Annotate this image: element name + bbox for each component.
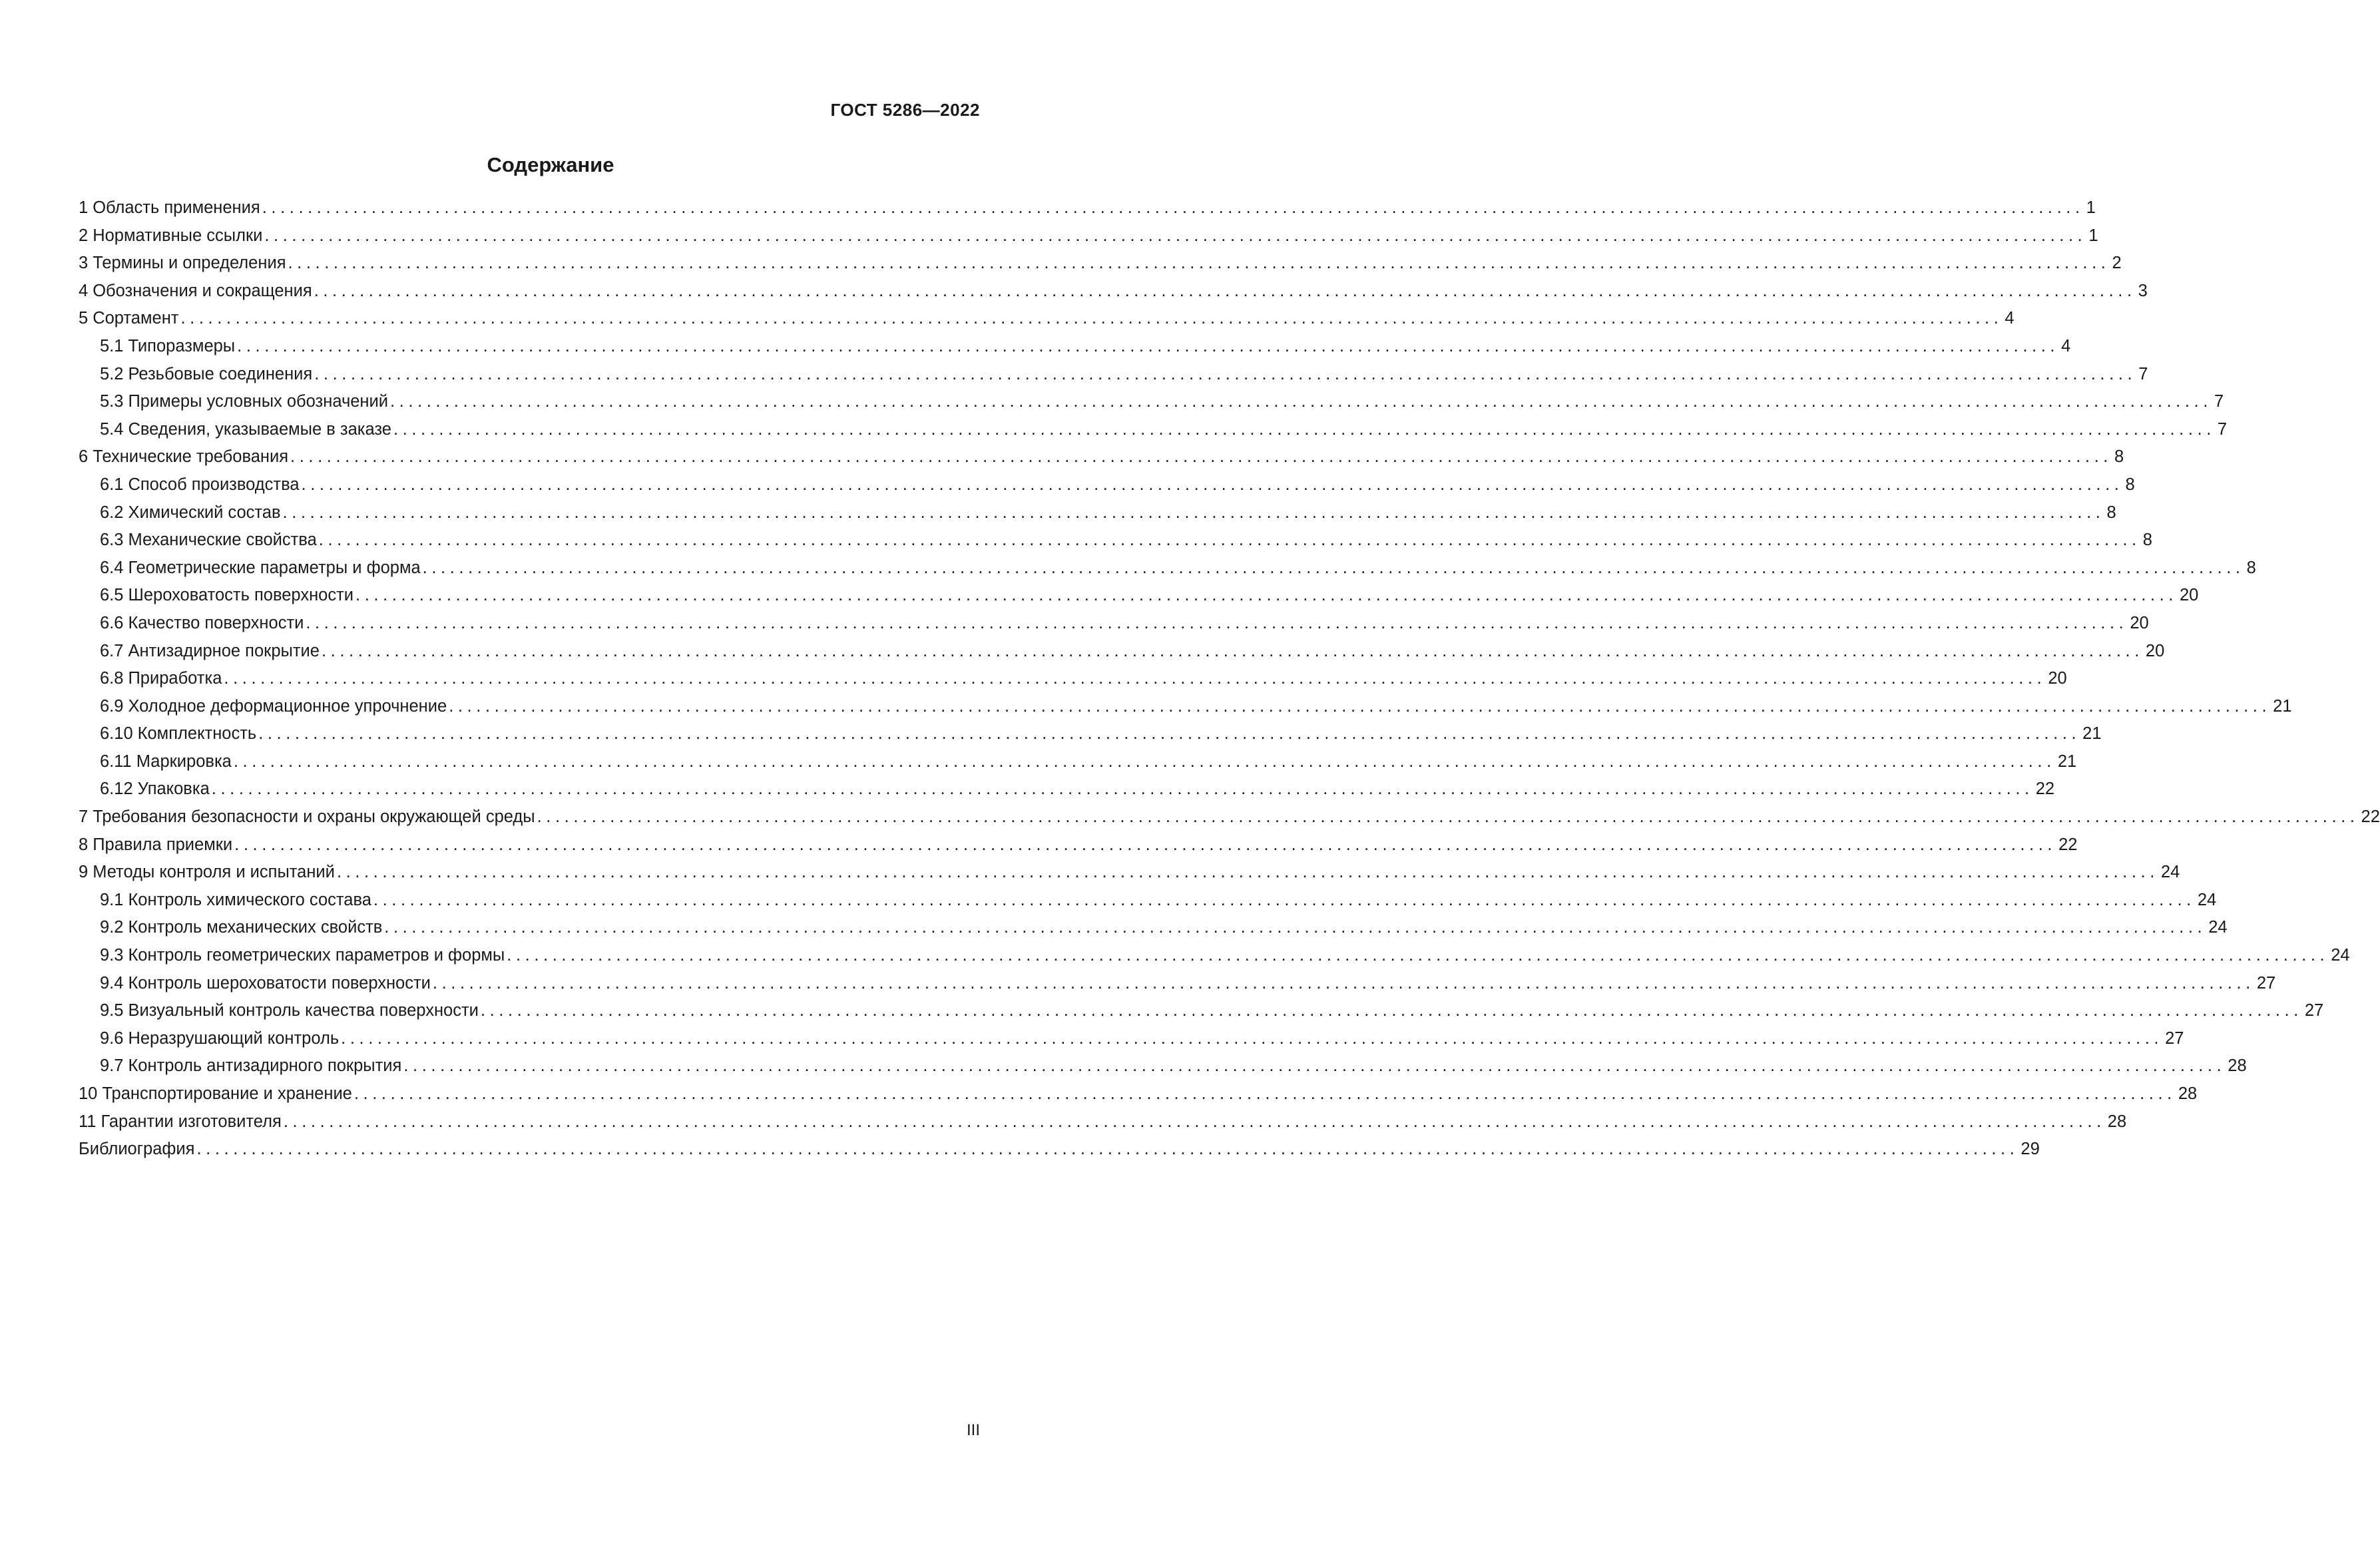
toc-entry-label: Резьбовые соединения (128, 364, 313, 383)
toc-entry-page: 24 (2208, 918, 2228, 937)
toc-entry-number: 9.3 (100, 946, 124, 965)
toc-dot-leader: ........................................................................................................................................................................................................ (403, 1056, 2226, 1076)
toc-entry[interactable] (79, 914, 2228, 942)
toc-dot-leader: ........................................................................................................................................................................................................ (449, 696, 2271, 716)
toc-entry-page: 22 (2361, 807, 2380, 827)
toc-entry-label: Механические свойства (128, 531, 317, 550)
toc-entry[interactable] (79, 776, 2055, 803)
toc-dot-leader: ........................................................................................................................................................................................................ (507, 946, 2329, 965)
toc-entry-number: 7 (79, 807, 89, 827)
toc-entry[interactable] (79, 1108, 2127, 1136)
toc-entry-number: 9 (79, 863, 89, 882)
toc-entry[interactable] (79, 305, 2015, 333)
toc-entry-page: 28 (2178, 1084, 2198, 1103)
toc-entry-page: 1 (2088, 226, 2098, 245)
toc-entry-number: 9.1 (100, 890, 124, 909)
toc-entry[interactable] (79, 333, 2071, 361)
toc-entry-label: Геометрические параметры и форма (128, 558, 421, 577)
toc-entry-label: Методы контроля и испытаний (93, 863, 335, 882)
toc-entry-label: Типоразмеры (128, 336, 236, 355)
toc-dot-leader: ........................................................................................................................................................................................................ (196, 1140, 2019, 1159)
toc-entry[interactable] (79, 970, 2276, 998)
toc-entry[interactable] (79, 361, 2148, 389)
toc-dot-leader: ........................................................................................................................................................................................................ (373, 890, 2196, 909)
toc-entry-number: 1 (79, 198, 89, 217)
toc-dot-leader: ........................................................................................................................................................................................................ (356, 586, 2178, 605)
toc-entry-label: Приработка (128, 669, 222, 688)
toc-entry[interactable] (79, 693, 2292, 721)
toc-entry-label: Нормативные ссылки (93, 226, 263, 245)
toc-entry-page: 4 (2061, 336, 2071, 355)
toc-dot-leader: ........................................................................................................................................................................................................ (389, 392, 2212, 411)
toc-entry-number: 8 (79, 835, 89, 854)
toc-dot-leader: ........................................................................................................................................................................................................ (264, 226, 2087, 245)
toc-dot-leader: ........................................................................................................................................................................................................ (290, 447, 2112, 467)
toc-entry-label: Правила приемки (93, 835, 233, 854)
toc-dot-leader: ........................................................................................................................................................................................................ (321, 641, 2144, 660)
toc-dot-leader: ........................................................................................................................................................................................................ (211, 779, 2034, 799)
toc-dot-leader: ........................................................................................................................................................................................................ (288, 254, 2110, 273)
toc-dot-leader: ........................................................................................................................................................................................................ (233, 752, 2056, 771)
toc-entry-label: Визуальный контроль качества поверхности (128, 1001, 479, 1020)
toc-dot-leader: ........................................................................................................................................................................................................ (422, 558, 2245, 577)
toc-entry[interactable] (79, 527, 2152, 555)
toc-dot-leader: ........................................................................................................................................................................................................ (258, 724, 2081, 744)
toc-entry-page: 20 (2145, 641, 2165, 660)
toc-entry-page: 7 (2214, 392, 2224, 411)
toc-dot-leader: ........................................................................................................................................................................................................ (354, 1084, 2176, 1103)
toc-entry-label: Контроль геометрических параметров и формы (128, 946, 505, 965)
toc-entry[interactable] (79, 748, 2077, 776)
toc-entry-page: 24 (2197, 890, 2217, 909)
toc-entry-page: 20 (2130, 613, 2149, 632)
toc-dot-leader: ........................................................................................................................................................................................................ (314, 364, 2137, 383)
toc-entry-label: Антизадирное покрытие (128, 641, 320, 660)
toc-entry[interactable] (79, 831, 2078, 859)
toc-dot-leader: ........................................................................................................................................................................................................ (314, 281, 2136, 300)
toc-entry-number: 9.7 (100, 1056, 124, 1076)
toc-entry[interactable] (79, 499, 2116, 527)
toc-entry-page: 24 (2160, 863, 2180, 882)
toc-entry-number: 5.1 (100, 336, 124, 355)
toc-entry-page: 20 (2048, 669, 2067, 688)
toc-dot-leader: ........................................................................................................................................................................................................ (537, 807, 2359, 827)
toc-entry-number: 9.5 (100, 1001, 124, 1020)
toc-dot-leader: ........................................................................................................................................................................................................ (384, 918, 2207, 937)
toc-dot-leader: ........................................................................................................................................................................................................ (393, 419, 2216, 439)
toc-entry-page: 22 (2035, 779, 2055, 799)
toc-entry-page: 8 (2142, 531, 2152, 550)
toc-entry-label: Сведения, указываемые в заказе (128, 419, 391, 439)
toc-entry-number: 5.4 (100, 419, 124, 439)
toc-entry[interactable] (79, 942, 2350, 970)
toc-entry-page: 8 (2114, 447, 2124, 467)
toc-entry[interactable] (79, 1080, 2198, 1108)
toc-entry-number: 9.4 (100, 973, 124, 993)
toc-entry-page: 8 (2106, 503, 2116, 522)
toc-entry-number: 6.10 (100, 724, 133, 744)
toc-title: Содержание (487, 153, 614, 176)
toc-entry-label: Гарантии изготовителя (101, 1112, 282, 1131)
toc-entry-label: Контроль шероховатости поверхности (128, 973, 431, 993)
toc-entry-label: Транспортирование и хранение (102, 1084, 352, 1103)
toc-entry-number: 5.3 (100, 392, 124, 411)
toc-entry[interactable] (79, 720, 2102, 748)
toc-dot-leader: ........................................................................................................................................................................................................ (480, 1001, 2303, 1020)
toc-entry[interactable] (79, 803, 2380, 831)
toc-entry-label: Примеры условных обозначений (128, 392, 388, 411)
toc-entry-page: 27 (2256, 973, 2276, 993)
toc-entry-label: Холодное деформационное упрочнение (128, 696, 447, 716)
toc-entry-label: Технические требования (93, 447, 289, 467)
toc-entry-page: 28 (2228, 1056, 2247, 1076)
toc-entry-page: 21 (2057, 752, 2077, 771)
toc-entry-number: 6.7 (100, 641, 124, 660)
toc-entry-label: Контроль химического состава (128, 890, 371, 909)
toc-entry-page: 22 (2058, 835, 2078, 854)
toc-entry-number: 6.3 (100, 531, 124, 550)
toc-entry-number: 6.8 (100, 669, 124, 688)
toc-entry-number: 2 (79, 226, 89, 245)
toc-entry-page: 4 (2005, 309, 2015, 328)
page-number: III (966, 1421, 980, 1439)
toc-entry-page: 8 (2246, 558, 2256, 577)
toc-entry[interactable] (79, 388, 2224, 416)
toc-entry-label: Маркировка (136, 752, 232, 771)
toc-entry-number: 6.2 (100, 503, 124, 522)
toc-entry-label: Шероховатость поверхности (128, 586, 354, 605)
toc-entry-number: 6.4 (100, 558, 124, 577)
toc-entry-number: 11 (79, 1112, 97, 1131)
toc-entry-page: 2 (2112, 254, 2122, 273)
toc-entry-page: 27 (2165, 1028, 2184, 1048)
toc-dot-leader: ........................................................................................................................................................................................................ (234, 835, 2057, 854)
toc-entry-page: 28 (2107, 1112, 2127, 1131)
toc-entry-label: Требования безопасности и охраны окружающей среды (93, 807, 535, 827)
toc-entry-label: Неразрушающий контроль (128, 1028, 340, 1048)
toc-entry-number: 5 (79, 309, 89, 328)
toc-entry-number: 5.2 (100, 364, 124, 383)
toc-dot-leader: ........................................................................................................................................................................................................ (306, 613, 2128, 632)
toc-dot-leader: ........................................................................................................................................................................................................ (341, 1028, 2164, 1048)
toc-entry[interactable] (79, 555, 2256, 582)
toc-entry-page: 29 (2021, 1140, 2040, 1159)
toc-entry[interactable] (79, 997, 2324, 1025)
toc-entry-page: 24 (2331, 946, 2350, 965)
toc-entry-number: 9.6 (100, 1028, 124, 1048)
toc-entry[interactable] (79, 278, 2148, 306)
toc-entry-label: Термины и определения (93, 254, 286, 273)
toc-entry-page: 27 (2304, 1001, 2324, 1020)
toc-entry-number: 4 (79, 281, 89, 300)
toc-entry[interactable] (79, 222, 2098, 250)
toc-dot-leader: ........................................................................................................................................................................................................ (180, 309, 2003, 328)
toc-entry-number: 6.11 (100, 752, 132, 771)
toc-dot-leader: ........................................................................................................................................................................................................ (283, 1112, 2106, 1131)
toc-entry-number: 6.5 (100, 586, 124, 605)
toc-entry-number: 10 (79, 1084, 98, 1103)
toc-entry[interactable] (79, 665, 2067, 693)
toc-entry[interactable] (79, 416, 2228, 444)
document-code: ГОСТ 5286—2022 (830, 100, 980, 120)
toc-entry-label: Химический состав (128, 503, 281, 522)
toc-dot-leader: ........................................................................................................................................................................................................ (282, 503, 2105, 522)
toc-entry-label: Контроль антизадирного покрытия (128, 1056, 402, 1076)
toc-entry-label: Контроль механических свойств (128, 918, 383, 937)
toc-entry[interactable] (79, 1052, 2247, 1080)
toc-entry-label: Сортамент (93, 309, 179, 328)
toc-entry-number: 9.2 (100, 918, 124, 937)
toc-dot-leader: ........................................................................................................................................................................................................ (237, 336, 2060, 355)
toc-entry[interactable] (79, 887, 2217, 915)
toc-entry-label: Упаковка (137, 779, 210, 799)
toc-entry-number: 3 (79, 254, 89, 273)
toc-entry[interactable] (79, 1025, 2184, 1053)
table-of-contents (79, 194, 2380, 1164)
toc-entry-page: 3 (2138, 281, 2148, 300)
toc-entry-number: 6.9 (100, 696, 124, 716)
toc-entry[interactable] (79, 194, 2096, 222)
toc-entry-label: Библиография (79, 1140, 195, 1159)
toc-entry[interactable] (79, 1136, 2040, 1164)
toc-entry[interactable] (79, 610, 2149, 638)
toc-dot-leader: ........................................................................................................................................................................................................ (318, 531, 2141, 550)
toc-entry[interactable] (79, 471, 2135, 499)
toc-entry-page: 1 (2086, 198, 2096, 217)
toc-entry-number: 6 (79, 447, 89, 467)
toc-dot-leader: ........................................................................................................................................................................................................ (432, 973, 2255, 993)
toc-entry-page: 20 (2179, 586, 2199, 605)
toc-entry[interactable] (79, 859, 2180, 887)
toc-entry-number: 6.6 (100, 613, 124, 632)
toc-entry-number: 6.1 (100, 475, 124, 494)
toc-entry-label: Качество поверхности (128, 613, 304, 632)
toc-dot-leader: ........................................................................................................................................................................................................ (336, 863, 2159, 882)
toc-dot-leader: ........................................................................................................................................................................................................ (262, 198, 2084, 217)
toc-entry-page: 21 (2273, 696, 2292, 716)
toc-dot-leader: ........................................................................................................................................................................................................ (224, 669, 2046, 688)
toc-entry-label: Комплектность (137, 724, 257, 744)
toc-entry[interactable] (79, 582, 2199, 610)
toc-entry-number: 6.12 (100, 779, 133, 799)
toc-entry-page: 7 (2138, 364, 2148, 383)
toc-entry-label: Область применения (93, 198, 260, 217)
toc-entry[interactable] (79, 250, 2122, 278)
toc-dot-leader: ........................................................................................................................................................................................................ (301, 475, 2124, 494)
toc-entry-page: 8 (2125, 475, 2135, 494)
toc-entry-page: 7 (2217, 419, 2228, 439)
toc-entry[interactable] (79, 443, 2124, 471)
toc-entry-label: Способ производства (128, 475, 300, 494)
toc-entry[interactable] (79, 638, 2165, 666)
toc-entry-page: 21 (2082, 724, 2102, 744)
toc-entry-label: Обозначения и сокращения (93, 281, 312, 300)
